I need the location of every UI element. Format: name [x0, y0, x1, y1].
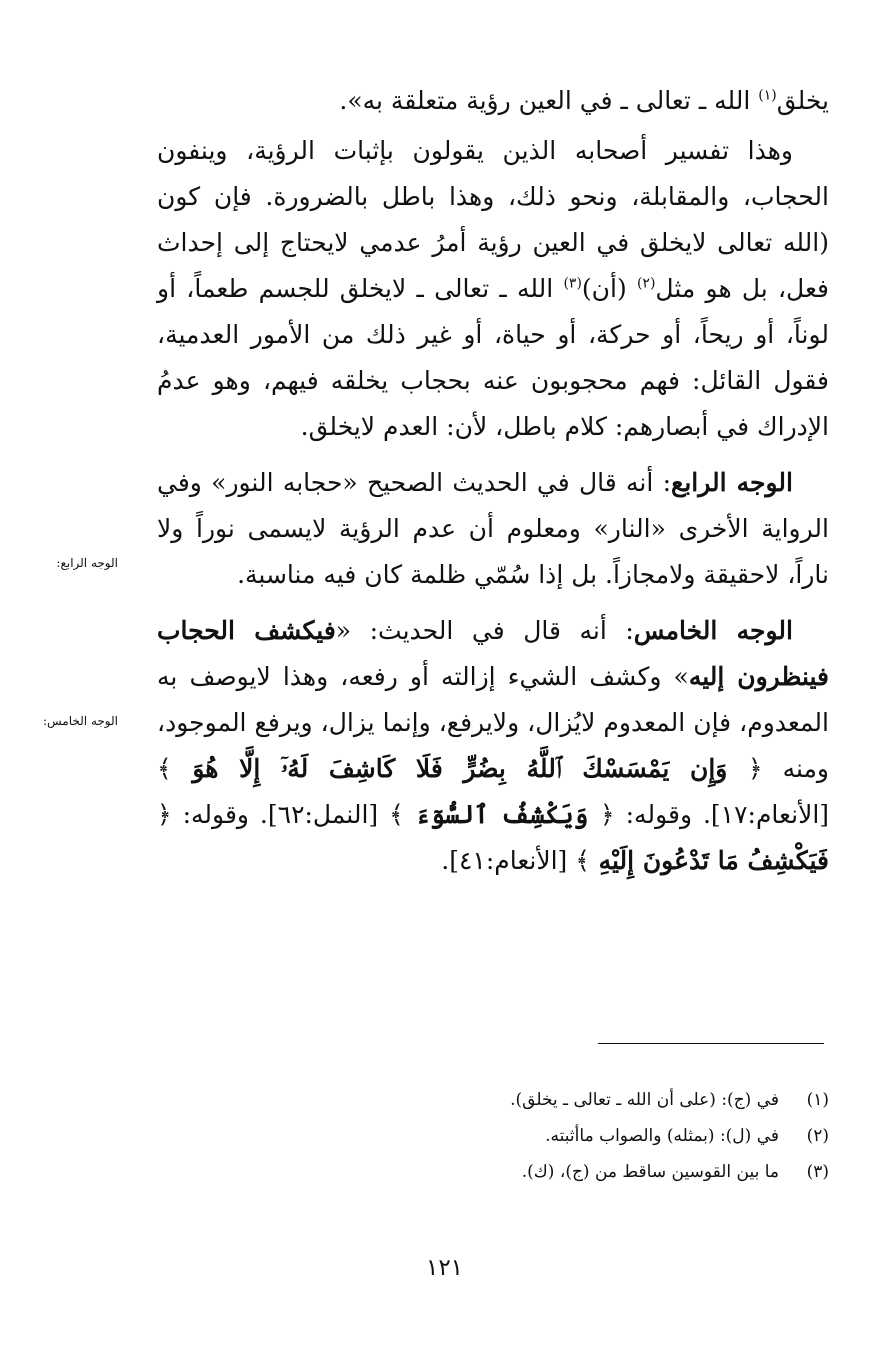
text-run: يخلق: [776, 86, 829, 115]
footnotes: [269, 1082, 829, 1190]
text-run: : أنه قال في الحديث: «: [335, 616, 634, 645]
text-run: ﴾ [النمل:٦٢]. وقوله: ﴿: [157, 800, 404, 829]
footnote-ref-3[interactable]: (٣): [563, 275, 582, 292]
footnote-1: [269, 1082, 829, 1118]
section-heading-fourth: الوجه الرابع: [671, 468, 793, 497]
section-heading-fifth: الوجه الخامس: [633, 616, 793, 645]
footnote-text: ما بين القوسين ساقط من (ج)، (ك).: [521, 1162, 779, 1182]
footnote-2: [269, 1118, 829, 1154]
quran-verse-3: فَيَكْشِفُ مَا تَدْعُونَ إِلَيْهِ: [589, 846, 829, 875]
text-run: الله ـ تعالى ـ لايخلق للجسم طعماً، أو لوناً، أو ريحاً، أو حركة، أو حياة، أو غير ذلك من الأمور العدمية، فقول القائل: فهم محجوبون عنه بحجاب يخلقه فيهم، وهو عدمُ الإدراك في أبصارهم: كلام باطل، لأن: العدم لايخلق.: [157, 274, 829, 441]
footnote-text: في (ل): (بمثله) والصواب ماأثبته.: [545, 1126, 779, 1146]
footnote-ref-1[interactable]: (١): [758, 87, 777, 104]
paragraph-fourth-aspect: [157, 460, 829, 598]
margin-note-fifth: الوجه الخامس:: [42, 714, 118, 728]
text-run: (أن): [581, 274, 637, 303]
text-run: ﴾ [الأنعام:٤١].: [441, 846, 590, 875]
footnote-number: (١): [806, 1090, 829, 1110]
page-number: ١٢١: [425, 1255, 464, 1281]
footnote-3: [269, 1154, 829, 1190]
margin-note-fourth: الوجه الرابع:: [56, 556, 118, 570]
text-run: : أنه قال في الحديث الصحيح «حجابه النور» وفي الرواية الأخرى «النار» ومعلوم أن عدم الرؤية لايسمى نوراً ولا ناراً، لاحقيقة ولامجازاً. بل إذا سُمّي ظلمة كان فيه مناسبة.: [157, 468, 829, 589]
footnote-number: (٢): [806, 1126, 829, 1146]
quran-verse-2: وَيَكْشِفُ ٱلسُّوٓءَ: [403, 800, 601, 829]
text-run: ﴾ [الأنعام:١٧]. وقوله: ﴿: [157, 754, 830, 829]
quran-verse-1: وَإِن يَمْسَسْكَ ٱللَّهُ بِضُرٍّ فَلَا كَاشِفَ لَهُۥٓ إِلَّا هُوَ: [171, 754, 749, 783]
hadith-quote: فيكشف الحجاب فينظرون إليه: [157, 616, 829, 691]
footnote-number: (٣): [806, 1162, 829, 1182]
text-run: الله ـ تعالى ـ في العين رؤية متعلقة به».: [339, 86, 759, 115]
text-run: » وكشف الشيء إزالته أو رفعه، وهذا لايوصف به المعدوم، فإن المعدوم لايُزال، ولايرفع، وإنما يزال، ويرفع الموجود، ومنه ﴿: [157, 662, 829, 783]
main-text: [157, 78, 829, 888]
paragraph-continuation: [157, 78, 829, 124]
footnote-divider: [598, 1043, 824, 1044]
paragraph-fifth-aspect: [157, 608, 829, 884]
footnote-ref-2[interactable]: (٢): [636, 275, 656, 292]
text-run: وهذا تفسير أصحابه الذين يقولون بإثبات الرؤية، وينفون الحجاب، والمقابلة، ونحو ذلك، وهذا باطل بالضرورة. فإن كون (الله تعالى لايخلق في العين رؤية أمرُ عدمي لايحتاج إلى إحداث فعل، بل هو مثل: [157, 136, 829, 303]
footnote-text: في (ج): (على أن الله ـ تعالى ـ يخلق).: [510, 1090, 779, 1110]
paragraph-interpretation: [157, 128, 829, 450]
